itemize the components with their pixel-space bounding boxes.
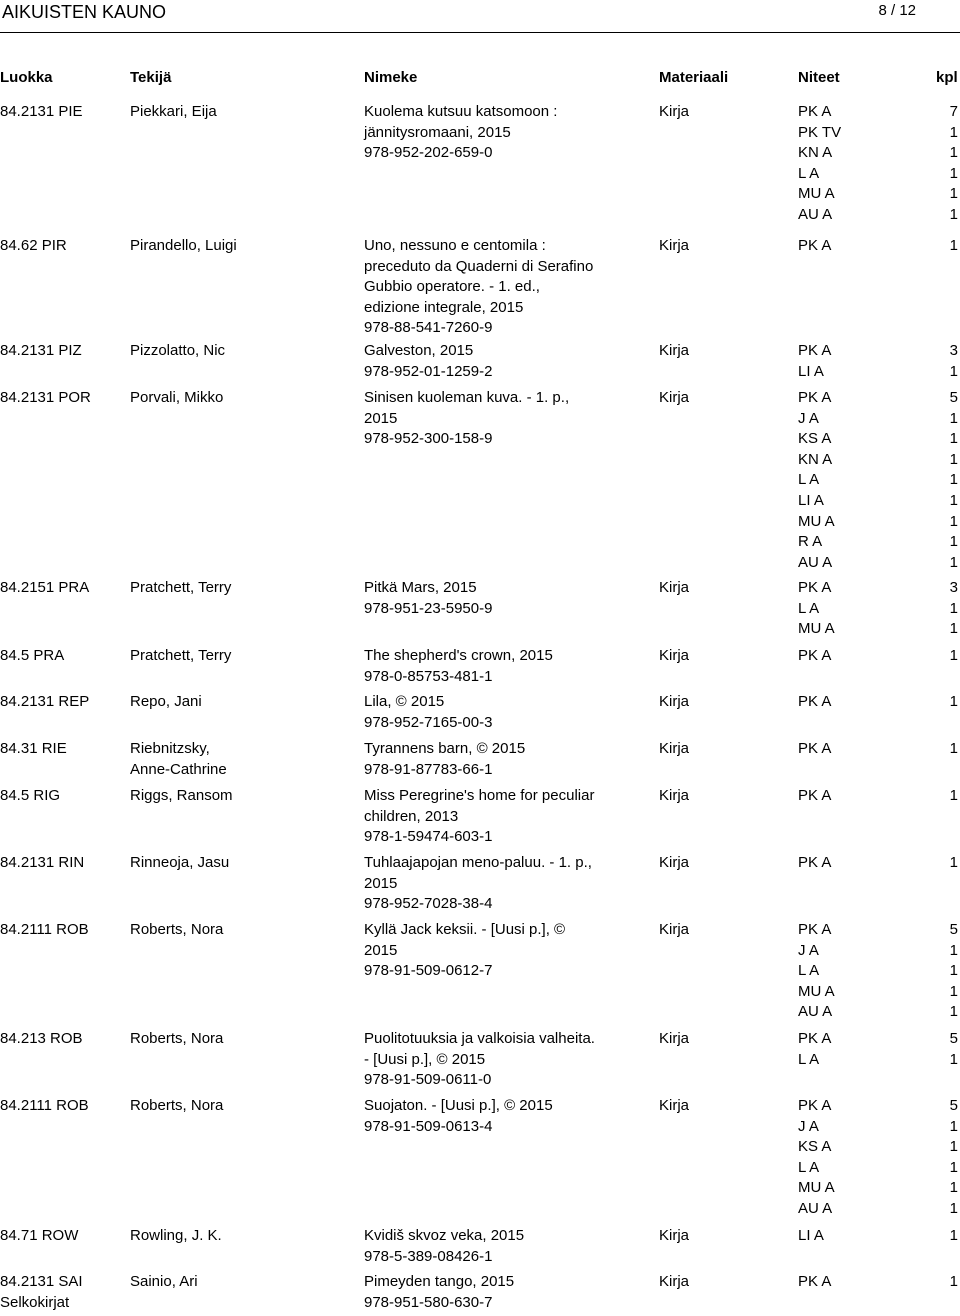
class-code <box>0 853 128 874</box>
copy-locations <box>798 1226 918 1247</box>
material: Kirja <box>659 1273 690 1290</box>
copy-count: 1 <box>949 123 958 141</box>
copy-location: L A <box>798 1158 820 1176</box>
class-code-line: 84.2111 ROB <box>0 921 89 938</box>
copy-count: 1 <box>949 450 958 468</box>
class-code <box>0 920 128 941</box>
copy-locations <box>798 102 918 226</box>
copy-location: PK A <box>798 1273 832 1290</box>
copy-location: J A <box>798 941 819 959</box>
copy-counts <box>920 578 958 640</box>
title <box>364 578 620 619</box>
copy-count: 7 <box>949 103 958 120</box>
class-code-line: 84.213 ROB <box>0 1030 83 1047</box>
author <box>130 920 358 941</box>
copy-count: 1 <box>949 1158 958 1176</box>
copy-locations <box>798 692 918 713</box>
author-line: Pirandello, Luigi <box>130 237 237 254</box>
copy-counts <box>920 786 958 807</box>
title-line: Gubbio operatore. - 1. ed., <box>364 278 540 296</box>
copy-count: 1 <box>949 144 958 162</box>
copy-count: 5 <box>949 1097 958 1114</box>
copy-locations <box>798 853 918 874</box>
copy-location: PK A <box>798 854 832 871</box>
copy-count: 1 <box>949 512 958 530</box>
title <box>364 102 620 164</box>
class-code-line: 84.31 RIE <box>0 740 67 757</box>
copy-count: 1 <box>949 1138 958 1156</box>
title-line: Tuhlaajapojan meno-paluu. - 1. p., <box>364 854 592 871</box>
copy-count: 1 <box>949 1273 958 1290</box>
copy-location: AU A <box>798 553 833 571</box>
author-line: Sainio, Ari <box>130 1273 198 1290</box>
title-line: children, 2013 <box>364 807 459 825</box>
class-code-line: 84.62 PIR <box>0 237 67 254</box>
copy-counts <box>920 739 958 760</box>
copy-location: LI A <box>798 362 824 380</box>
class-code <box>0 578 128 599</box>
copy-count: 1 <box>949 962 958 980</box>
class-code-line: 84.71 ROW <box>0 1227 79 1244</box>
copy-counts <box>920 646 958 667</box>
copy-location: J A <box>798 409 819 427</box>
material: Kirja <box>659 103 690 120</box>
copy-location: MU A <box>798 982 835 1000</box>
material: Kirja <box>659 740 690 757</box>
title-line: 2015 <box>364 941 398 959</box>
copy-location: KN A <box>798 144 833 162</box>
author-line: Porvali, Mikko <box>130 389 224 406</box>
title-line: 978-952-202-659-0 <box>364 144 493 162</box>
title <box>364 920 620 982</box>
copy-location: L A <box>798 471 820 489</box>
copy-location: MU A <box>798 1179 835 1197</box>
title-line: 978-952-01-1259-2 <box>364 362 493 380</box>
title-line: jännitysromaani, 2015 <box>364 123 511 141</box>
title <box>364 739 620 780</box>
copy-counts <box>920 1029 958 1070</box>
class-code-line: 84.5 RIG <box>0 787 61 804</box>
class-code <box>0 1096 128 1117</box>
copy-count: 1 <box>949 1227 958 1244</box>
author <box>130 341 358 362</box>
copy-counts <box>920 692 958 713</box>
author-line: Roberts, Nora <box>130 921 224 938</box>
copy-location: L A <box>798 962 820 980</box>
class-code <box>0 1226 128 1247</box>
copy-locations <box>798 646 918 667</box>
copy-locations <box>798 1096 918 1220</box>
class-code <box>0 1272 128 1313</box>
copy-location: PK A <box>798 740 832 757</box>
class-code-line: 84.2131 PIE <box>0 103 83 120</box>
title-line: Tyrannens barn, © 2015 <box>364 740 526 757</box>
title <box>364 1029 620 1091</box>
copy-location: PK A <box>798 103 832 120</box>
material: Kirja <box>659 389 690 406</box>
title <box>364 692 620 733</box>
copy-location: MU A <box>798 620 835 638</box>
title-line: 978-5-389-08426-1 <box>364 1247 493 1265</box>
class-code-line: 84.2131 REP <box>0 693 90 710</box>
title-line: Pimeyden tango, 2015 <box>364 1273 515 1290</box>
copy-count: 1 <box>949 362 958 380</box>
copy-count: 1 <box>949 409 958 427</box>
author <box>130 1096 358 1117</box>
copy-location: MU A <box>798 512 835 530</box>
copy-location: MU A <box>798 185 835 203</box>
copy-location: KS A <box>798 430 832 448</box>
class-code-line: 84.5 PRA <box>0 647 65 664</box>
class-code-line: 84.2131 RIN <box>0 854 85 871</box>
author-line: Pratchett, Terry <box>130 647 232 664</box>
copy-location: PK A <box>798 1030 832 1047</box>
copy-location: PK A <box>798 389 832 406</box>
copy-count: 1 <box>949 599 958 617</box>
title-line: - [Uusi p.], © 2015 <box>364 1050 486 1068</box>
copy-counts <box>920 1096 958 1220</box>
title-line: 978-91-509-0611-0 <box>364 1071 492 1089</box>
copy-counts <box>920 1272 958 1293</box>
title <box>364 1272 620 1313</box>
title-line: The shepherd's crown, 2015 <box>364 647 553 664</box>
title <box>364 1096 620 1137</box>
copy-location: PK TV <box>798 123 842 141</box>
copy-locations <box>798 578 918 640</box>
copy-count: 1 <box>949 553 958 571</box>
author-line: Roberts, Nora <box>130 1097 224 1114</box>
title <box>364 1226 620 1267</box>
copy-locations <box>798 236 918 257</box>
copy-count: 1 <box>949 620 958 638</box>
copy-location: PK A <box>798 921 832 938</box>
copy-location: LI A <box>798 1227 824 1244</box>
title-line: Kuolema kutsuu katsomoon : <box>364 103 558 120</box>
title-line: 978-1-59474-603-1 <box>364 828 493 846</box>
author-line: Repo, Jani <box>130 693 202 710</box>
copy-count: 1 <box>949 237 958 254</box>
column-header-count: kpl <box>936 69 958 86</box>
class-code <box>0 646 128 667</box>
title-line: 978-0-85753-481-1 <box>364 667 493 685</box>
class-code <box>0 786 128 807</box>
copy-count: 1 <box>949 787 958 804</box>
copy-locations <box>798 341 918 382</box>
copy-location: PK A <box>798 693 832 710</box>
title-line: Galveston, 2015 <box>364 342 474 359</box>
copy-counts <box>920 1226 958 1247</box>
class-code <box>0 388 128 409</box>
copy-location: AU A <box>798 205 833 223</box>
copy-location: KS A <box>798 1138 832 1156</box>
copy-count: 3 <box>949 579 958 596</box>
class-code <box>0 236 128 257</box>
page-number: 8 / 12 <box>878 2 916 19</box>
title <box>364 236 620 339</box>
class-code-line: 84.2131 POR <box>0 389 91 406</box>
copy-location: AU A <box>798 1003 833 1021</box>
title-line: Uno, nessuno e centomila : <box>364 237 546 254</box>
author-line: Rinneoja, Jasu <box>130 854 230 871</box>
author <box>130 786 358 807</box>
title <box>364 388 620 450</box>
copy-location: PK A <box>798 647 832 664</box>
title-line: Kvidiš skvoz veka, 2015 <box>364 1227 525 1244</box>
author <box>130 646 358 667</box>
copy-count: 1 <box>949 1199 958 1217</box>
copy-count: 1 <box>949 430 958 448</box>
copy-count: 5 <box>949 389 958 406</box>
author-line: Anne-Cathrine <box>130 760 227 778</box>
class-code <box>0 102 128 123</box>
copy-locations <box>798 1272 918 1293</box>
title-line: Sinisen kuoleman kuva. - 1. p., <box>364 389 570 406</box>
copy-count: 1 <box>949 647 958 664</box>
author-line: Rowling, J. K. <box>130 1227 222 1244</box>
author <box>130 692 358 713</box>
material: Kirja <box>659 787 690 804</box>
copy-count: 1 <box>949 740 958 757</box>
class-code <box>0 692 128 713</box>
copy-count: 1 <box>949 533 958 551</box>
title-line: 978-951-580-630-7 <box>364 1293 493 1311</box>
copy-location: L A <box>798 164 820 182</box>
material: Kirja <box>659 1097 690 1114</box>
copy-counts <box>920 102 958 226</box>
copy-locations <box>798 388 918 573</box>
title-line: Lila, © 2015 <box>364 693 445 710</box>
author-line: Piekkari, Eija <box>130 103 217 120</box>
copy-count: 1 <box>949 1179 958 1197</box>
copy-count: 1 <box>949 205 958 223</box>
class-code-line: 84.2151 PRA <box>0 579 90 596</box>
title-line: Puolitotuuksia ja valkoisia valheita. <box>364 1030 595 1047</box>
title-line: 978-952-7165-00-3 <box>364 713 493 731</box>
copy-count: 1 <box>949 854 958 871</box>
column-header-title: Nimeke <box>364 69 418 86</box>
copy-counts <box>920 853 958 874</box>
copy-count: 1 <box>949 471 958 489</box>
copy-location: PK A <box>798 1097 832 1114</box>
column-header-class: Luokka <box>0 69 53 86</box>
copy-location: KN A <box>798 450 833 468</box>
copy-location: AU A <box>798 1199 833 1217</box>
class-code <box>0 341 128 362</box>
title-line: 2015 <box>364 874 398 892</box>
material: Kirja <box>659 237 690 254</box>
author <box>130 1272 358 1293</box>
author <box>130 739 358 780</box>
page-title: AIKUISTEN KAUNO <box>2 2 167 22</box>
copy-locations <box>798 920 918 1023</box>
copy-counts <box>920 388 958 573</box>
material: Kirja <box>659 921 690 938</box>
title-line: 978-91-87783-66-1 <box>364 760 493 778</box>
column-header-notes: Niteet <box>798 69 840 86</box>
copy-count: 1 <box>949 1050 958 1068</box>
copy-count: 1 <box>949 982 958 1000</box>
copy-location: LI A <box>798 491 824 509</box>
title-line: 2015 <box>364 409 398 427</box>
author-line: Pizzolatto, Nic <box>130 342 226 359</box>
copy-location: PK A <box>798 342 832 359</box>
material: Kirja <box>659 854 690 871</box>
copy-count: 1 <box>949 941 958 959</box>
copy-count: 1 <box>949 164 958 182</box>
copy-count: 5 <box>949 921 958 938</box>
class-code-line: 84.2111 ROB <box>0 1097 89 1114</box>
title-line: 978-91-509-0612-7 <box>364 962 493 980</box>
copy-counts <box>920 341 958 382</box>
material: Kirja <box>659 1227 690 1244</box>
class-code-line: Selkokirjat <box>0 1293 70 1311</box>
title <box>364 786 620 848</box>
title <box>364 853 620 915</box>
title-line: 978-952-7028-38-4 <box>364 895 493 913</box>
column-header-author: Tekijä <box>130 69 172 86</box>
class-code <box>0 739 128 760</box>
material: Kirja <box>659 693 690 710</box>
title-line: Pitkä Mars, 2015 <box>364 579 477 596</box>
title-line: 978-91-509-0613-4 <box>364 1117 493 1135</box>
copy-location: L A <box>798 599 820 617</box>
author <box>130 388 358 409</box>
copy-locations <box>798 786 918 807</box>
copy-count: 1 <box>949 1003 958 1021</box>
author <box>130 102 358 123</box>
material: Kirja <box>659 647 690 664</box>
copy-location: L A <box>798 1050 820 1068</box>
copy-count: 1 <box>949 1117 958 1135</box>
title-line: 978-88-541-7260-9 <box>364 319 493 337</box>
material: Kirja <box>659 342 690 359</box>
title-line: preceduto da Quaderni di Serafino <box>364 257 594 275</box>
copy-locations <box>798 739 918 760</box>
class-code-line: 84.2131 SAI <box>0 1273 83 1290</box>
copy-location: PK A <box>798 787 832 804</box>
title <box>364 341 620 382</box>
author-line: Riebnitzsky, <box>130 740 210 757</box>
copy-count: 1 <box>949 185 958 203</box>
author <box>130 1226 358 1247</box>
title-line: Suojaton. - [Uusi p.], © 2015 <box>364 1097 553 1114</box>
copy-location: J A <box>798 1117 819 1135</box>
author-line: Riggs, Ransom <box>130 787 233 804</box>
copy-location: PK A <box>798 237 832 254</box>
title <box>364 646 620 687</box>
copy-count: 3 <box>949 342 958 359</box>
material: Kirja <box>659 579 690 596</box>
author <box>130 853 358 874</box>
author <box>130 236 358 257</box>
author-line: Pratchett, Terry <box>130 579 232 596</box>
author-line: Roberts, Nora <box>130 1030 224 1047</box>
copy-count: 1 <box>949 693 958 710</box>
copy-counts <box>920 236 958 257</box>
title-line: 978-951-23-5950-9 <box>364 599 493 617</box>
copy-counts <box>920 920 958 1023</box>
class-code-line: 84.2131 PIZ <box>0 342 82 359</box>
title-line: Kyllä Jack keksii. - [Uusi p.], © <box>364 921 566 938</box>
class-code <box>0 1029 128 1050</box>
title-line: Miss Peregrine's home for peculiar <box>364 787 595 804</box>
column-header-material: Materiaali <box>659 69 729 86</box>
copy-location: PK A <box>798 579 832 596</box>
copy-count: 5 <box>949 1030 958 1047</box>
copy-count: 1 <box>949 491 958 509</box>
title-line: edizione integrale, 2015 <box>364 298 524 316</box>
author <box>130 1029 358 1050</box>
title-line: 978-952-300-158-9 <box>364 430 493 448</box>
copy-locations <box>798 1029 918 1070</box>
author <box>130 578 358 599</box>
copy-location: R A <box>798 533 823 551</box>
material: Kirja <box>659 1030 690 1047</box>
